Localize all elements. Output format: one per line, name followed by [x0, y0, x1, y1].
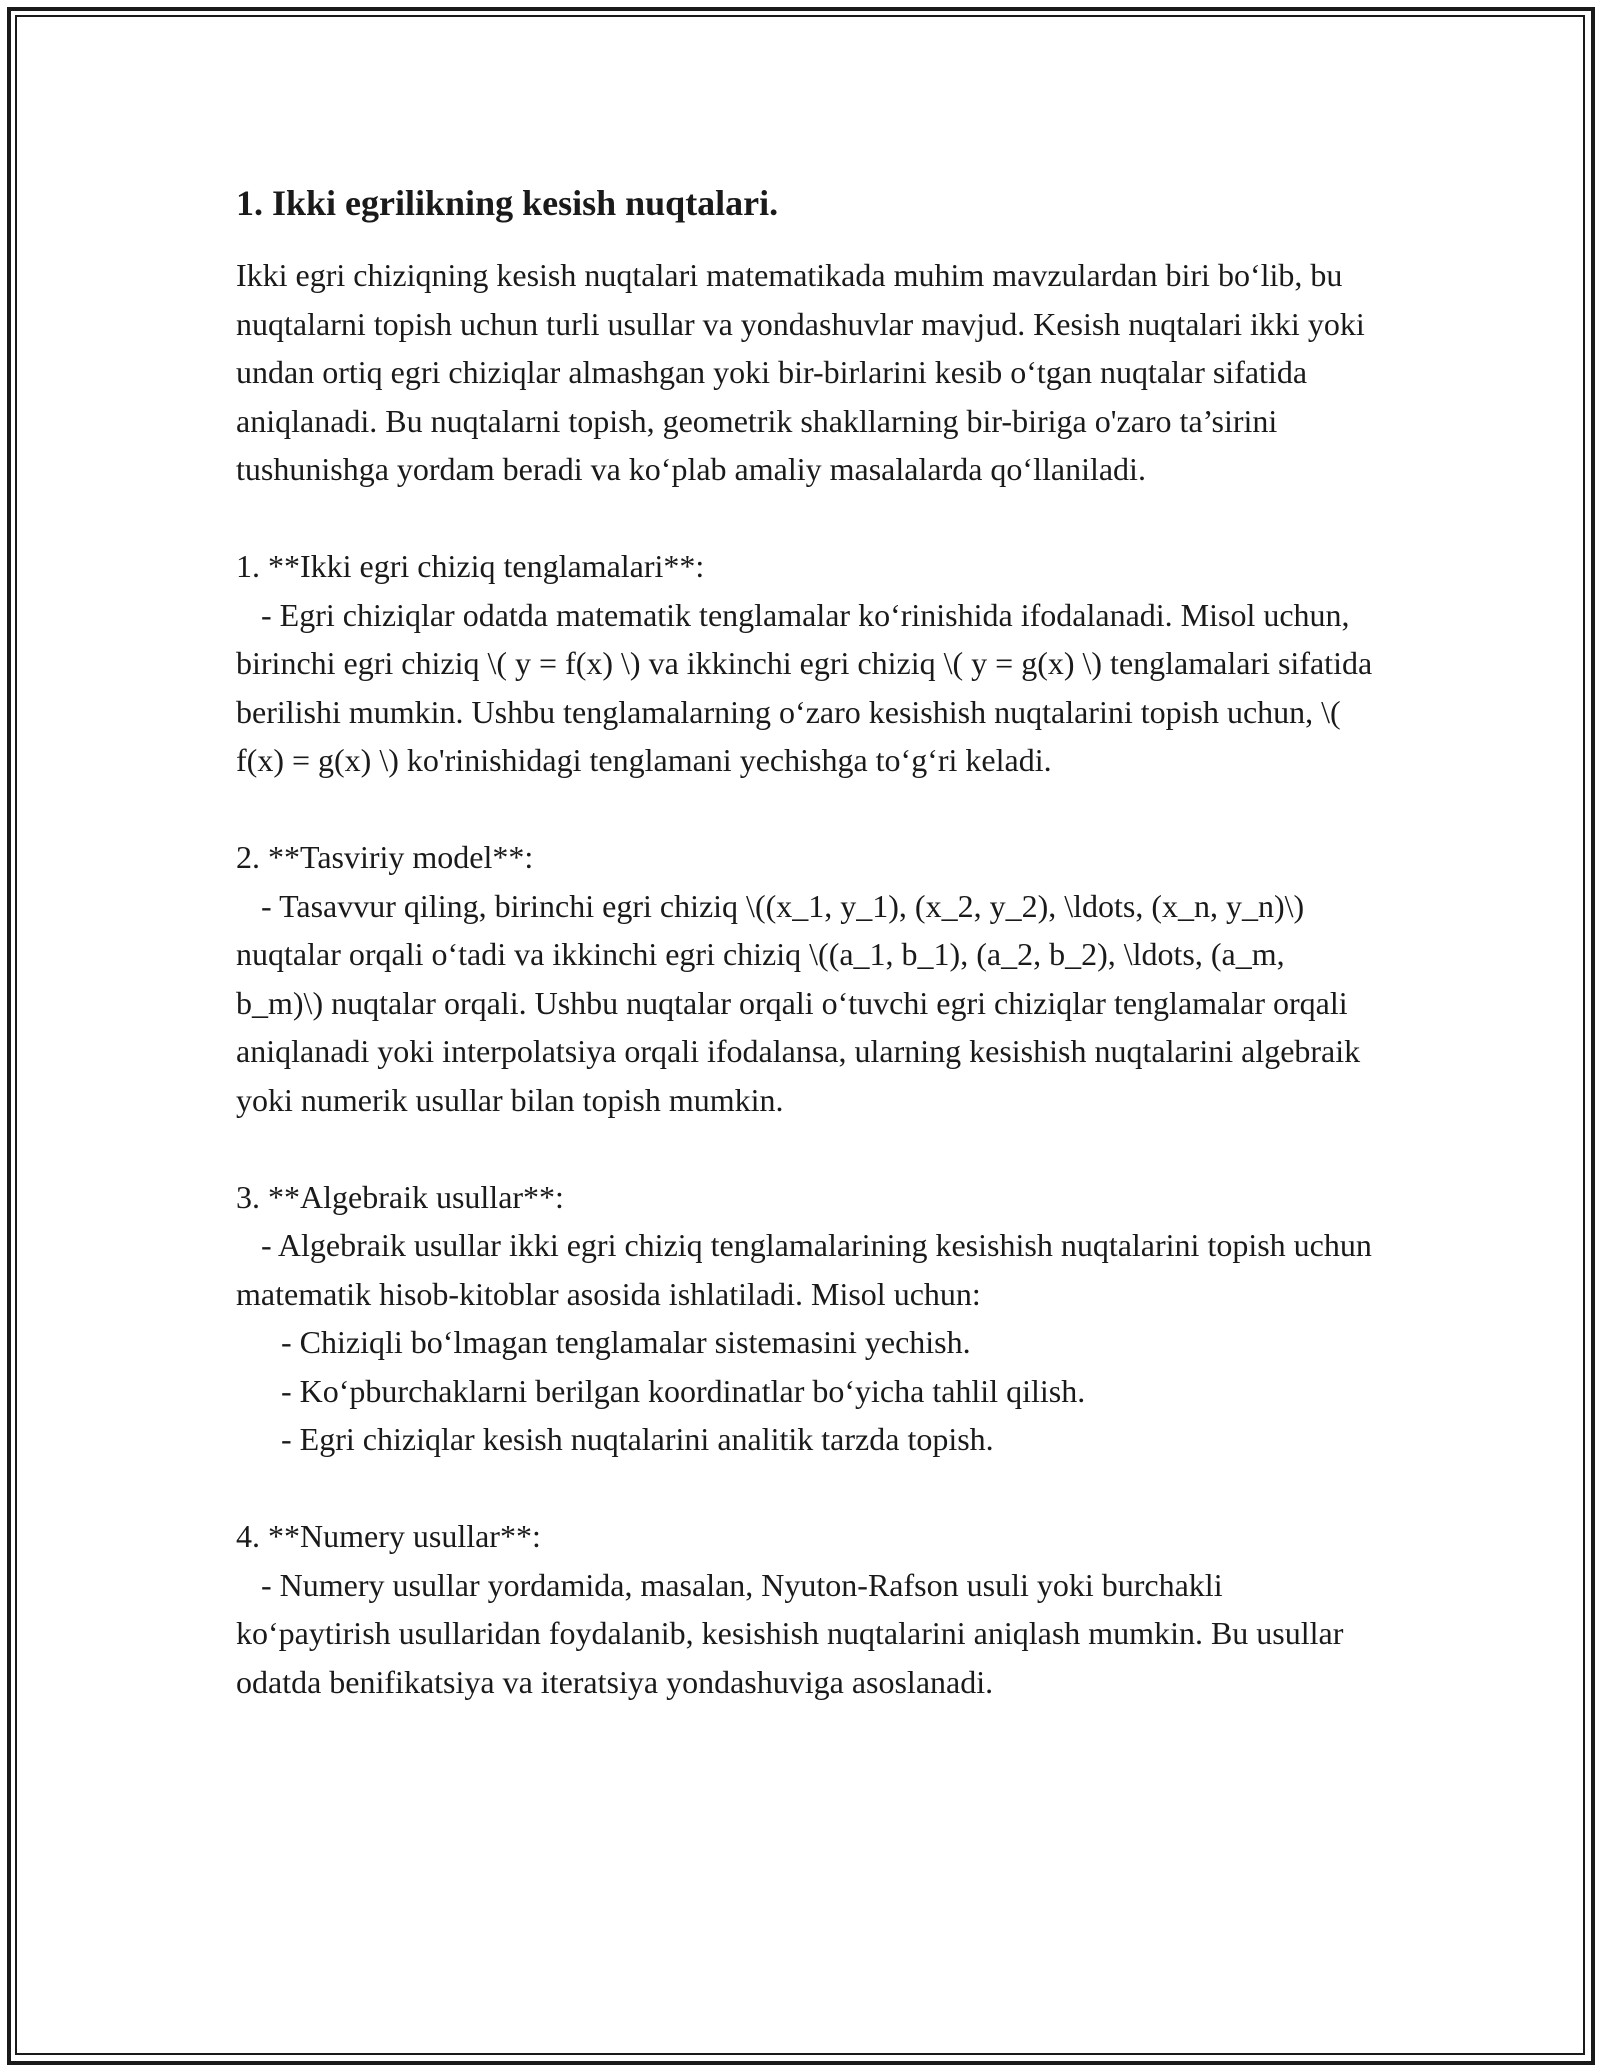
document-heading: 1. Ikki egrilikning kesish nuqtalari.: [236, 183, 779, 223]
section-title: 4. **Numery usullar**:: [236, 1518, 541, 1555]
section-algebraic-methods: [236, 1173, 1376, 1464]
section-body: - Egri chiziqlar odatda matematik tenglamalar ko‘rinishida ifodalanadi. Misol uchun, birinchi egri chiziq \( y = f(x) \) va ikkinchi egri chiziq \( y = g(x) \) tenglamalari sifatida berilishi mumkin. Ushbu tenglamalarning o‘zaro kesishish nuqtalarini topish uchun, \( f(x) = g(x) \) ko'rinishidagi tenglamani yechishga to‘g‘ri keladi.: [236, 596, 1373, 779]
section-title: 3. **Algebraik usullar**:: [236, 1178, 564, 1215]
list-item: - Egri chiziqlar kesish nuqtalarini analitik tarzda topish.: [281, 1421, 994, 1458]
document-page: [236, 182, 1376, 1706]
section-body: - Algebraik usullar ikki egri chiziq tenglamalarining kesishish nuqtalarini topish uchun matematik hisob-kitoblar asosida ishlatiladi. Misol uchun:: [236, 1227, 1372, 1312]
section-numeric-methods: [236, 1512, 1376, 1706]
section-title: 1. **Ikki egri chiziq tenglamalari**:: [236, 548, 705, 585]
intro-paragraph: Ikki egri chiziqning kesish nuqtalari matematikada muhim mavzulardan biri bo‘lib, bu nuqtalarni topish uchun turli usullar va yondashuvlar mavjud. Kesish nuqtalari ikki yoki undan ortiq egri chiziqlar almashgan yoki bir-birlarini kesib o‘tgan nuqtalar sifatida aniqlanadi. Bu nuqtalarni topish, geometrik shakllarning bir-biriga o'zaro ta’sirini tushunishga yordam beradi va ko‘plab amaliy masalalarda qo‘llaniladi.: [236, 257, 1365, 488]
section-body: - Numery usullar yordamida, masalan, Nyuton-Rafson usuli yoki burchakli ko‘paytirish usullaridan foydalanib, kesishish nuqtalarini aniqlash mumkin. Bu usullar odatda benifikatsiya va iteratsiya yondashuviga asoslanadi.: [236, 1566, 1344, 1700]
section-equations: [236, 542, 1376, 785]
section-body: - Tasavvur qiling, birinchi egri chiziq \((x_1, y_1), (x_2, y_2), \ldots, (x_n, y_n)\) nuqtalar orqali o‘tadi va ikkinchi egri chiziq \((a_1, b_1), (a_2, b_2), \ldots, (a_m, b_m)\) nuqtalar orqali. Ushbu nuqtalar orqali o‘tuvchi egri chiziqlar tenglamalar orqali aniqlanadi yoki interpolatsiya orqali ifodalansa, ularning kesishish nuqtalarini algebraik yoki numerik usullar bilan topish mumkin.: [236, 887, 1361, 1118]
list-item: - Chiziqli bo‘lmagan tenglamalar sistemasini yechish.: [281, 1324, 971, 1361]
section-title: 2. **Tasviriy model**:: [236, 839, 534, 876]
list-item: - Ko‘pburchaklarni berilgan koordinatlar bo‘yicha tahlil qilish.: [281, 1372, 1086, 1409]
section-visual-model: [236, 833, 1376, 1124]
